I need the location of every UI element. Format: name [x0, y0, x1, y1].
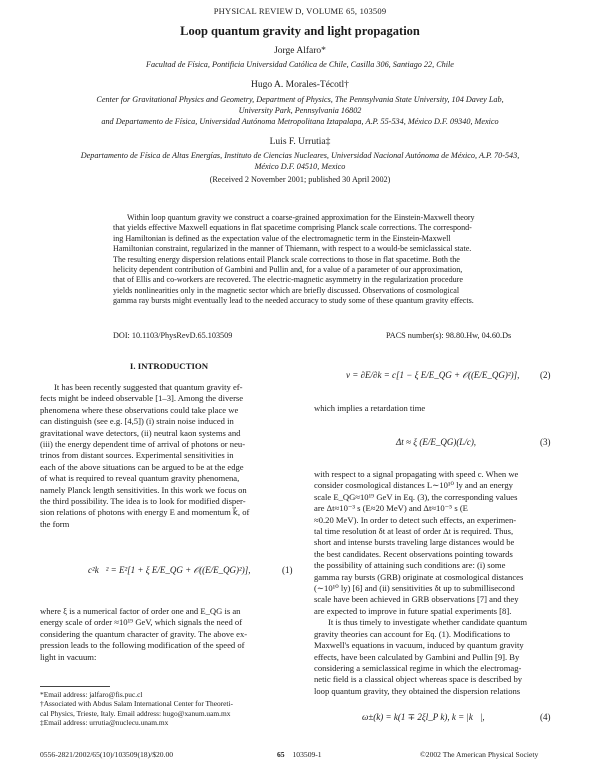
text-line: netic field is a classical object whereas space is described by [314, 674, 523, 685]
text-line: gamma ray bursts (GRB) originate at cosmological distances [314, 571, 524, 582]
text-line: fects might be indeed observable [1–3]. Among the diverse [40, 393, 244, 404]
text-line: loop quantum gravity, they obtained the dispersion relations [314, 685, 521, 696]
text-line: scale have been achieved in GRB observations [7] and they [314, 594, 519, 605]
text-line: are expected to improve in future spatial experiments [8]. [314, 605, 512, 616]
text-line: namely Planck length sensitivities. In this work we focus on [40, 484, 247, 495]
text-line: are Δt≈10⁻³ s (E≈20 MeV) and Δt≈10⁻⁵ s (E [314, 503, 468, 514]
text-line: sion relations of photons with energy E and momentum k⃗, of [40, 507, 250, 518]
text-line: It is thus timely to investigate whether candidate quantum [328, 617, 528, 628]
equation-4-number: (4) [540, 712, 551, 722]
abstract-line: ing Hamiltonian is defined as the expectation value of the electromagnetic term in the Einstein-Maxwell [113, 233, 451, 243]
text-line: (∼10¹⁰ ly) [6] and (ii) sensitivities δt up to submillisecond [314, 583, 515, 594]
equation-2-number: (2) [540, 370, 551, 380]
text-line: the form [40, 518, 70, 529]
footer-page: 103509-1 [292, 750, 322, 759]
text-line: phenomena where these observations could take place we [40, 404, 239, 415]
text-line: where ξ is a numerical factor of order one and E_QG is an [40, 606, 241, 616]
text-line: light in vacuum: [40, 651, 97, 662]
equation-4: ω±(k) = k(1 ∓ 2ξl_P k), k = |k⃗|, [362, 712, 485, 722]
footnote: ‡Email address: urrutia@nuclecu.unam.mx [40, 718, 169, 728]
text-line: which implies a retardation time [314, 403, 426, 413]
author-affiliation: Departamento de Física de Altas Energías, Instituto de Ciencias Nucleares, Universidad Nacional Autónoma de México, A.P. 70-543, [80, 151, 520, 160]
equation-3: Δt ≈ ξ (E/E_QG)(L/c), [396, 437, 477, 447]
text-line: tal time resolution δt at least of order Δt is required. Thus, [314, 526, 514, 537]
abstract-line: The resulting energy dispersion relations entail Planck scale corrections to those in flat spacetime. Both the [113, 254, 460, 264]
footer-copyright: ©2002 The American Physical Society [420, 750, 539, 759]
text-line: with respect to a signal propagating with speed c. When we [314, 469, 519, 479]
section-title: I. INTRODUCTION [129, 361, 209, 371]
abstract-line: gamma ray bursts might eventually lead to the needed accuracy to study some of these quantum gravity effects. [113, 296, 474, 306]
abstract [113, 213, 487, 307]
author-name: Hugo A. Morales-Técotl† [251, 80, 349, 90]
text-line: consider cosmological distances L∼10¹⁰ ly and an energy [314, 480, 513, 491]
abstract-line: that of Ellis and co-workers are recovered. The electric-magnetic asymmetry in the regularization procedure [113, 275, 463, 285]
text-line: can distinguish (see e.g. [4,5]) (i) strain noise induced in [40, 416, 234, 427]
abstract-line: Hamiltonian constraint, regularized in the manner of Thiemann, with respect to a would-be semiclassical state. [113, 244, 472, 254]
author-name: Jorge Alfaro* [274, 46, 326, 56]
text-line: short and intense bursts traveling large distances would be [314, 537, 515, 548]
footnotes [40, 690, 298, 728]
text-line: pression leads to the following modification of the speed of [40, 640, 245, 651]
footnote: cal Physics, Trieste, Italy. Email address: hugo@xanum.uam.mx [40, 708, 231, 718]
footnote: *Email address: jalfaro@fis.puc.cl [40, 690, 143, 699]
footnote-rule [40, 686, 110, 687]
text-line: the best candidates. Recent observations pointing towards [314, 548, 513, 559]
author-affiliation: Center for Gravitational Physics and Geometry, Department of Physics, The Pennsylvania State University, 104 Davey Lab, [96, 95, 504, 104]
intro-paragraph [40, 606, 298, 663]
journal-header: PHYSICAL REVIEW D, VOLUME 65, 103509 [213, 6, 387, 16]
abstract-line: Within loop quantum gravity we construct a coarse-grained approximation for the Einstein-Maxwell theory [127, 213, 475, 222]
text-line: gravity theories can account for Eq. (1). Modifications to [314, 628, 511, 639]
text-line: the possibility of attaining such conditions are: (i) some [314, 560, 506, 571]
text-line: trinos from distant sources. Experimental sensitivities in [40, 450, 234, 461]
intro-paragraph [40, 382, 298, 530]
footer-code: 0556-2821/2002/65(10)/103509(18)/$20.00 [40, 750, 174, 759]
text-line: of what is required to reveal quantum gravity phenomena, [40, 473, 240, 484]
doi: DOI: 10.1103/PhysRevD.65.103509 [113, 331, 233, 340]
text-line: ≈0.20 MeV). In order to detect such effects, an experimen- [314, 514, 517, 525]
author-affiliation: and Departamento de Física, Universidad Autónoma Metropolitana Iztapalapa, A.P. 55-534, México D.F. 09340, Mexico [101, 117, 499, 126]
text-line: energy scale of order ≈10¹⁹ GeV, which signals the need of [40, 617, 243, 628]
author-affiliation: México D.F. 04510, Mexico [254, 162, 346, 171]
intro-paragraph [314, 469, 564, 697]
text-line: the third possibility. The idea is to look for modified disper- [40, 496, 246, 507]
paper-title: Loop quantum gravity and light propagation [180, 24, 420, 38]
text-line: each of the above situations can be argued to be at the edge [40, 461, 244, 472]
author-affiliation: Facultad de Física, Pontificia Universidad Católica de Chile, Casilla 306, Santiago 22, Chile [146, 60, 454, 69]
equation-1-number: (1) [282, 565, 293, 575]
equation-2: v = ∂E/∂k = c[1 − ξ E/E_QG + 𝒪((E/E_QG)²)], [346, 370, 520, 380]
equation-1: c²k⃗² = E²[1 + ξ E/E_QG + 𝒪((E/E_QG)²)], [88, 565, 251, 575]
author-name: Luis F. Urrutia‡ [269, 137, 331, 147]
footer-volume: 65 [277, 750, 285, 759]
abstract-line: yields nonlinearities only in the magnetic sector which are briefly discussed. Observations of cosmological [113, 285, 460, 295]
text-line: (iii) the energy dependent time of arrival of photons or neu- [40, 439, 246, 450]
text-line: scale E_QG≈10¹⁹ GeV in Eq. (3), the corresponding values [314, 491, 518, 502]
footer-page-number [277, 750, 322, 759]
text-line: Maxwell's equations in vacuum, induced by quantum gravity [314, 640, 524, 651]
footnote: †Associated with Abdus Salam International Center for Theoreti- [40, 699, 233, 709]
text-line: gravitational wave detectors, (ii) neutral kaon systems and [40, 427, 241, 438]
received-date: (Received 2 November 2001; published 30 April 2002) [209, 175, 391, 184]
text-line: effects, have been calculated by Gambini and Pullin [9]. By [314, 651, 520, 662]
abstract-line: that yields effective Maxwell equations in flat spacetime comprising Planck scale corrections. The correspond- [113, 223, 472, 233]
pacs-numbers: PACS number(s): 98.80.Hw, 04.60.Ds [386, 331, 512, 340]
abstract-line: helicity dependent contribution of Gambini and Pullin and, for a value of a parameter of our approximation, [113, 265, 463, 275]
text-line: It has been recently suggested that quantum gravity ef- [54, 382, 243, 392]
text-line: considering a semiclassical regime in which the electromag- [314, 662, 522, 673]
text-line: considering the quantum character of gravity. The above ex- [40, 628, 248, 639]
equation-3-number: (3) [540, 437, 551, 447]
author-affiliation: University Park, Pennsylvania 16802 [238, 106, 362, 115]
